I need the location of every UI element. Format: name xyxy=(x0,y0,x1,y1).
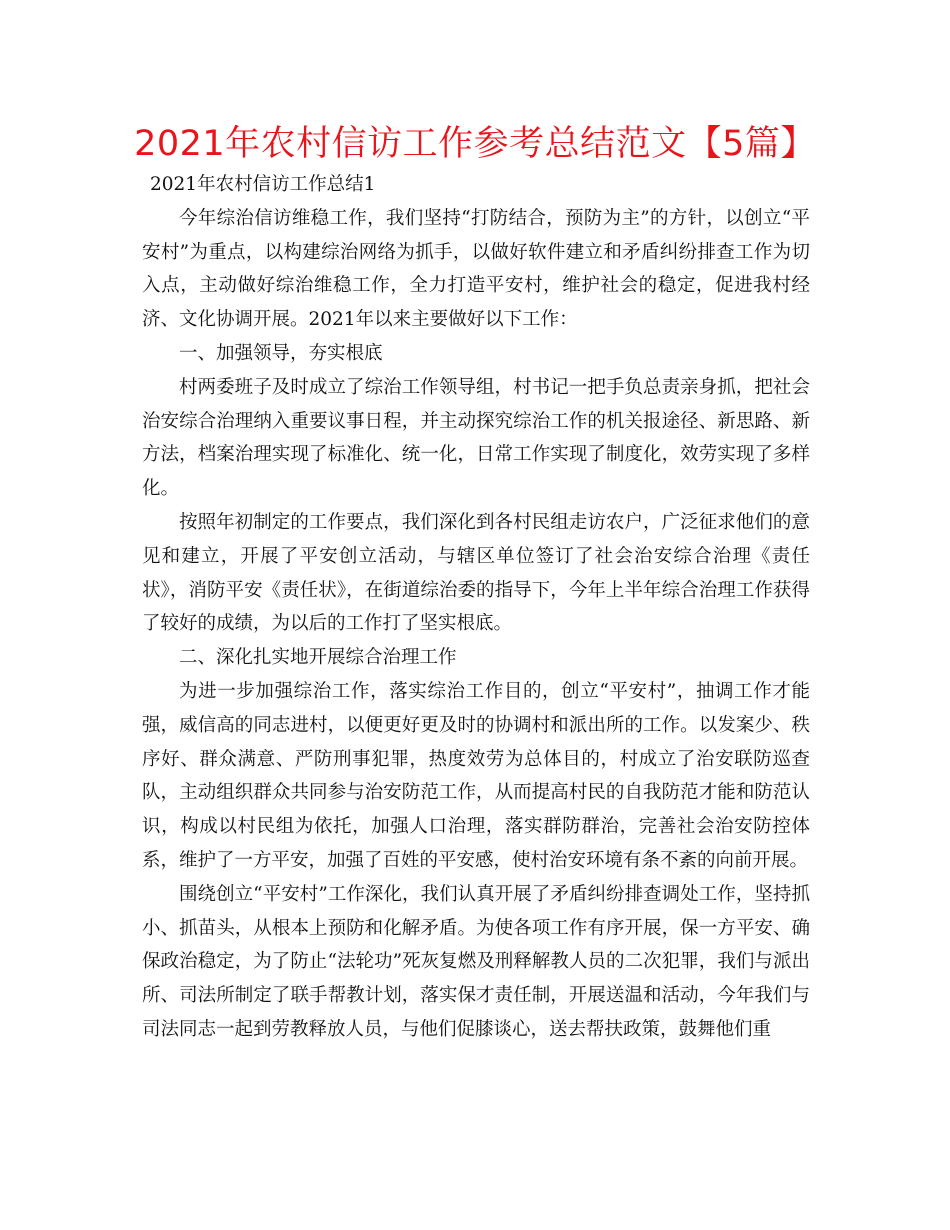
document-title: 2021年农村信访工作参考总结范文【5篇】 xyxy=(134,124,816,164)
paragraph: 围绕创立“平安村”工作深化，我们认真开展了矛盾纠纷排查调处工作，坚持抓小、抓苗头，从根本上预防和化解矛盾。为使各项工作有序开展，保一方平安、确保政治稳定，为了防止“法轮功”死灰复燃及刑释解教人员的二次犯罪，我们与派出所、司法所制定了联手帮教计划，落实保才责任制，开展送温和活动，今年我们与司法同志一起到劳教释放人员，与他们促膝谈心，送去帮扶政策，鼓舞他们重 xyxy=(142,883,810,1040)
paragraph: 按照年初制定的工作要点，我们深化到各村民组走访农户，广泛征求他们的意见和建立，开展了平安创立活动，与辖区单位签订了社会治安综合治理《责任状》，消防平安《责任状》，在街道综治委的指导下，今年上半年综合治理工作获得了较好的成绩，为以后的工作打了坚实根底。 xyxy=(142,511,810,635)
section-heading: 二、深化扎实地开展综合治理工作 xyxy=(179,647,457,669)
section-heading: 一、加强领导，夯实根底 xyxy=(179,342,383,364)
paragraph: 今年综治信访维稳工作，我们坚持“打防结合，预防为主”的方针，以创立“平安村”为重点，以构建综治网络为抓手，以做好软件建立和矛盾纠纷排查工作为切入点，主动做好综治维稳工作，全力打造平安村，维护社会的稳定，促进我村经济、文化协调开展。2021年以来主要做好以下工作： xyxy=(142,207,810,331)
paragraph: 村两委班子及时成立了综治工作领导组，村书记一把手负总责亲身抓，把社会治安综合治理纳入重要议事日程，并主动探究综治工作的机关报途径、新思路、新方法，档案治理实现了标准化、统一化，日常工作实现了制度化，效劳实现了多样化。 xyxy=(142,376,810,500)
document-subtitle: 2021年农村信访工作总结1 xyxy=(150,174,376,195)
paragraph: 为进一步加强综治工作，落实综治工作目的，创立“平安村”，抽调工作才能强，威信高的同志进村，以便更好更及时的协调村和派出所的工作。以发案少、秩序好、群众满意、严防刑事犯罪，热度效劳为总体目的，村成立了治安联防巡查队，主动组织群众共同参与治安防范工作，从而提高村民的自我防范才能和防范认识，构成以村民组为依托，加强人口治理，落实群防群治，完善社会治安防控体系，维护了一方平安，加强了百姓的平安感，使村治安环境有条不紊的向前开展。 xyxy=(142,680,810,871)
document-body xyxy=(142,168,810,1047)
